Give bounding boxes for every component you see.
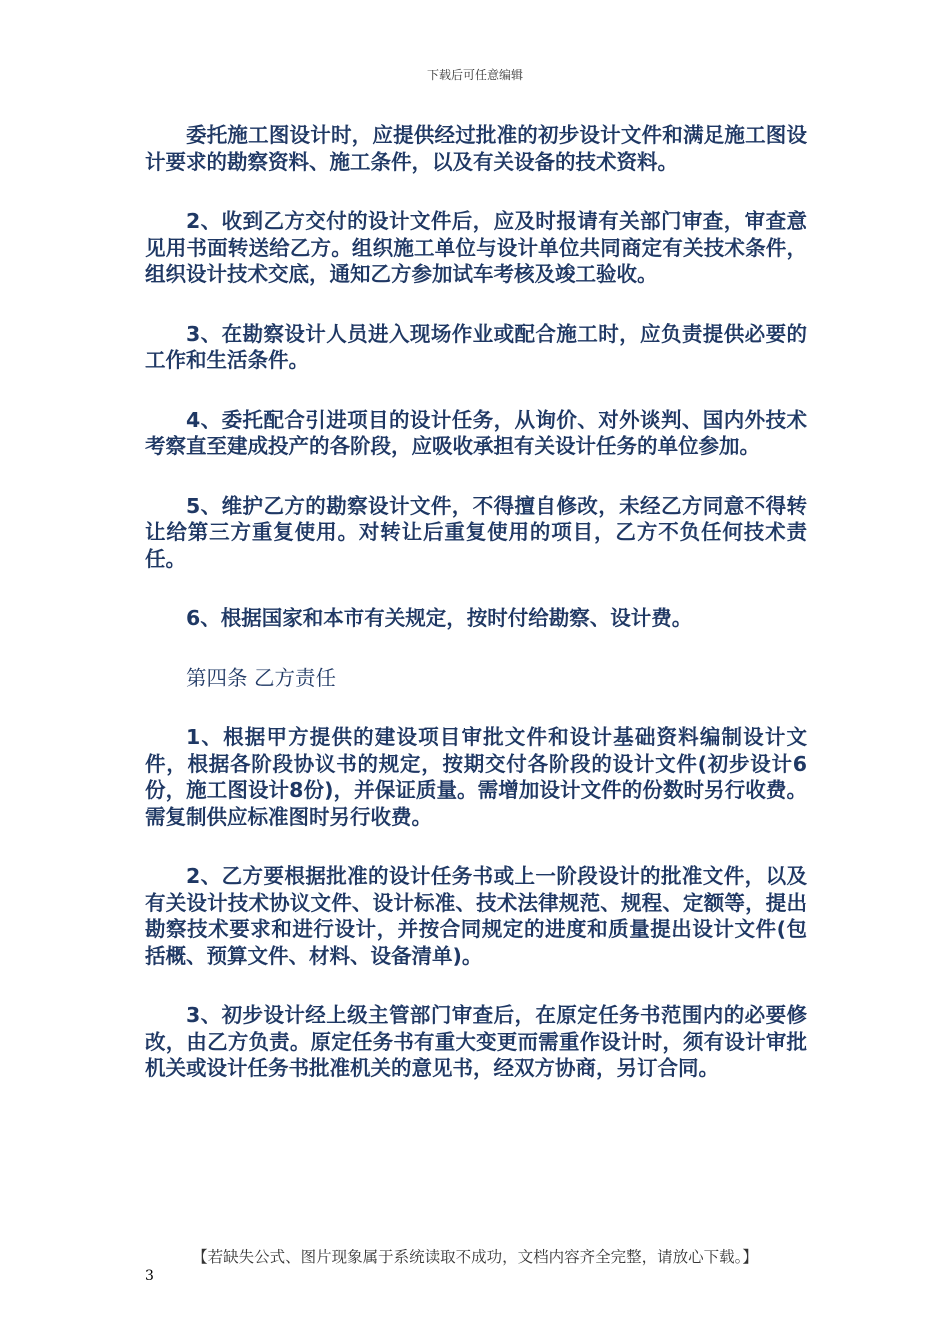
paragraph-3: 3、在勘察设计人员进入现场作业或配合施工时，应负责提供必要的工作和生活条件。	[145, 321, 807, 372]
paragraph-2: 2、收到乙方交付的设计文件后，应及时报请有关部门审查，审查意见用书面转送给乙方。组织施工单位与设计单位共同商定有关技术条件，组织设计技术交底，通知乙方参加试车考核及竣工验收。	[145, 209, 807, 286]
page-number: 3	[145, 1268, 154, 1284]
paragraph-8: 2、乙方要根据批准的设计任务书或上一阶段设计的批准文件，以及有关设计技术协议文件、设计标准、技术法律规范、规程、定额等，提出勘察技术要求和进行设计，并按合同规定的进度和质量提出设计文件(包括概、预算文件、材料、设备清单)。	[145, 864, 807, 968]
footer-note: 【若缺失公式、图片现象属于系统读取不成功，文档内容齐全完整，请放心下载。】	[192, 1248, 758, 1266]
paragraph-1: 委托施工图设计时，应提供经过批准的初步设计文件和满足施工图设计要求的勘察资料、施工条件，以及有关设备的技术资料。	[145, 123, 807, 174]
paragraph-5: 5、维护乙方的勘察设计文件，不得擅自修改，未经乙方同意不得转让给第三方重复使用。对转让后重复使用的项目，乙方不负任何技术责任。	[145, 493, 807, 571]
paragraph-6: 6、根据国家和本市有关规定，按时付给勘察、设计费。	[186, 606, 693, 630]
paragraph-7: 1、根据甲方提供的建设项目审批文件和设计基础资料编制设计文件，根据各阶段协议书的规定，按期交付各阶段的设计文件(初步设计6份，施工图设计8份)，并保证质量。需增加设计文件的份数时另行收费。需复制供应标准图时另行收费。	[145, 725, 807, 829]
section-heading: 第四条 乙方责任	[186, 665, 337, 690]
paragraph-9: 3、初步设计经上级主管部门审查后，在原定任务书范围内的必要修改，由乙方负责。原定任务书有重大变更而需重作设计时，须有设计审批机关或设计任务书批准机关的意见书，经双方协商，另订合同。	[145, 1003, 807, 1080]
page-header: 下载后可任意编辑	[426, 68, 523, 82]
document-body	[145, 122, 807, 1115]
paragraph-4: 4、委托配合引进项目的设计任务，从询价、对外谈判、国内外技术考察直至建成投产的各阶段，应吸收承担有关设计任务的单位参加。	[145, 407, 807, 458]
